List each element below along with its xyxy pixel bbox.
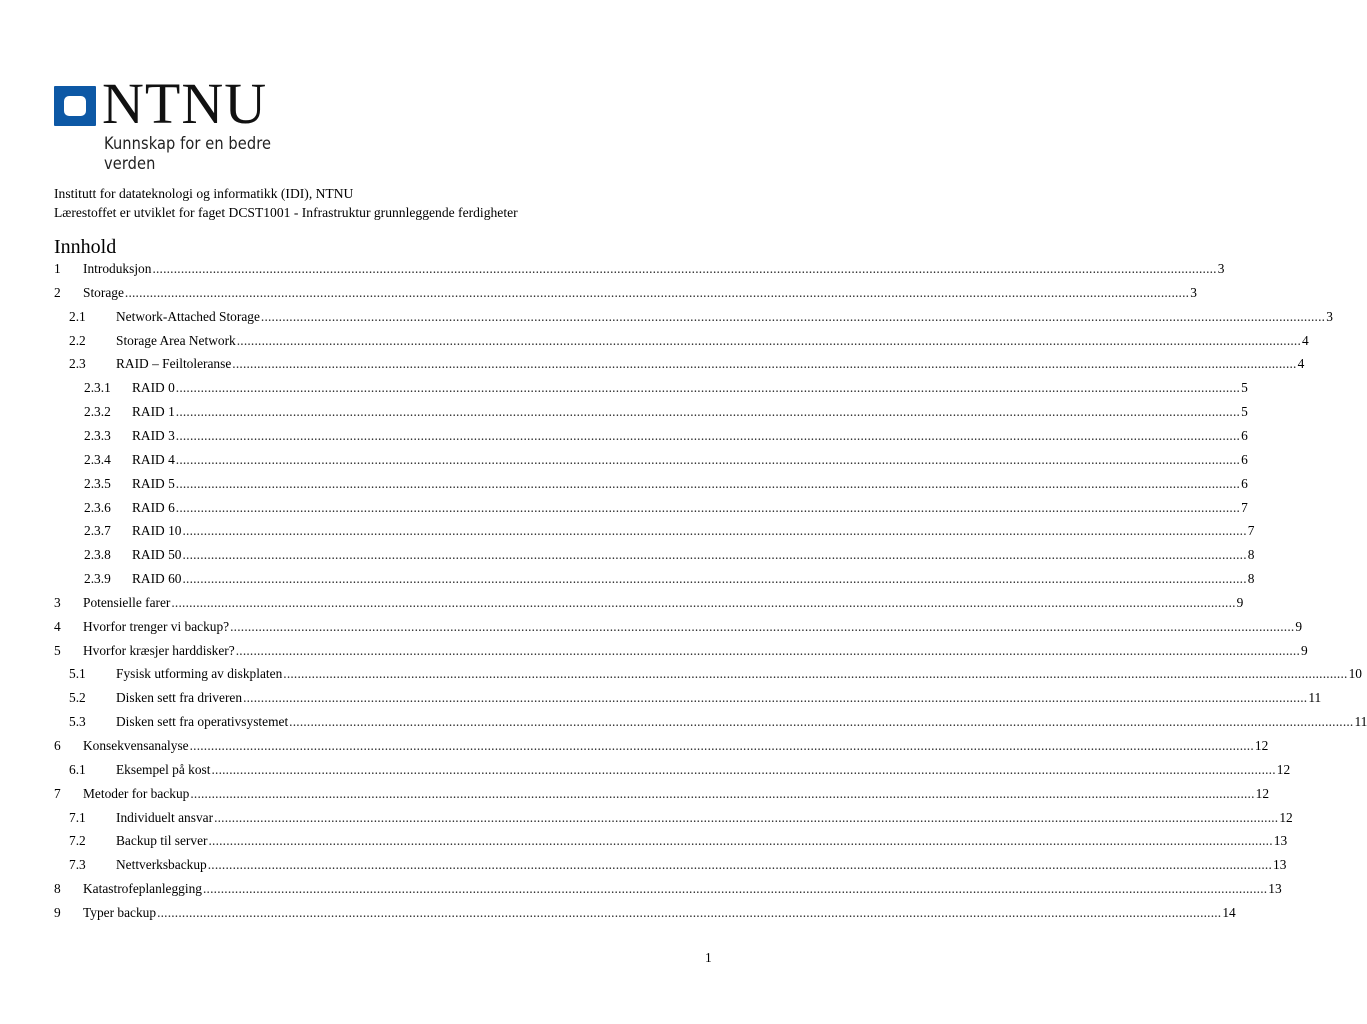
toc-entry[interactable] — [0, 451, 1248, 472]
toc-entry[interactable] — [0, 475, 1248, 496]
logo-tagline: Kunnskap for en bedre verden — [104, 134, 272, 174]
toc-entry[interactable] — [0, 308, 1333, 329]
toc-entry-title[interactable]: Hvorfor kræsjer harddisker? — [83, 642, 235, 658]
toc-entry[interactable] — [0, 404, 1248, 424]
toc-dot-leader: ............................................................................................................................................................................................................................................................................................................ — [182, 547, 1247, 563]
toc-entry-page: 9 — [1295, 618, 1303, 634]
toc-entry-title[interactable]: Metoder for backup — [83, 785, 190, 801]
toc-entry-number: 7.2 — [69, 833, 86, 849]
toc-entry-number: 2.3.8 — [84, 547, 111, 563]
toc-entry-page: 3 — [1190, 284, 1197, 300]
toc-dot-leader: ............................................................................................................................................................................................................................................................................................................ — [182, 571, 1247, 587]
toc-entry-title[interactable]: Typer backup — [83, 904, 157, 920]
toc-entry-page: 13 — [1273, 857, 1287, 873]
toc-dot-leader: ............................................................................................................................................................................................................................................................................................................ — [207, 857, 1273, 873]
toc-entry-number: 5.2 — [69, 690, 86, 706]
toc-entry-title[interactable]: RAID 1 — [132, 404, 175, 420]
toc-entry-page: 9 — [1236, 594, 1244, 610]
toc-entry-number: 2.2 — [69, 332, 86, 348]
toc-entry-title[interactable]: RAID 10 — [132, 523, 182, 539]
toc-entry-number: 2.3 — [69, 356, 86, 372]
toc-entry[interactable] — [0, 427, 1248, 448]
toc-entry[interactable] — [0, 857, 1287, 877]
toc-entry-page: 14 — [1222, 904, 1236, 920]
toc-dot-leader: ............................................................................................................................................................................................................................................................................................................ — [283, 666, 1348, 682]
toc-entry-page: 13 — [1268, 881, 1282, 897]
toc-dot-leader: ............................................................................................................................................................................................................................................................................................................ — [124, 284, 1190, 300]
toc-entry[interactable] — [0, 380, 1248, 400]
toc-entry-page: 12 — [1276, 761, 1291, 777]
toc-entry-title[interactable]: Potensielle farer — [83, 594, 171, 610]
ntnu-logo-icon — [54, 86, 96, 126]
toc-entry-title[interactable]: Disken sett fra operativsystemet — [116, 714, 289, 730]
toc-entry-title[interactable]: Eksempel på kost — [116, 761, 211, 777]
toc-entry-page: 6 — [1241, 475, 1248, 491]
toc-entry-number: 2.3.1 — [84, 380, 111, 396]
toc-dot-leader: ............................................................................................................................................................................................................................................................................................................ — [232, 356, 1297, 372]
toc-entry-number: 2.1 — [69, 308, 86, 324]
toc-dot-leader: ............................................................................................................................................................................................................................................................................................................ — [175, 475, 1241, 491]
toc-entry-page: 8 — [1247, 547, 1255, 563]
toc-entry-title[interactable]: Disken sett fra driveren — [116, 690, 243, 706]
toc-dot-leader: ............................................................................................................................................................................................................................................................................................................ — [189, 738, 1254, 753]
toc-entry-page: 11 — [1354, 714, 1367, 730]
toc-entry-page: 5 — [1241, 404, 1248, 420]
toc-entry-title[interactable]: RAID 3 — [132, 427, 175, 443]
toc-heading: Innhold — [54, 236, 117, 258]
toc-entry-title[interactable]: RAID 0 — [132, 380, 175, 396]
toc-dot-leader: ............................................................................................................................................................................................................................................................................................................ — [230, 618, 1295, 634]
toc-dot-leader: ............................................................................................................................................................................................................................................................................................................ — [152, 261, 1217, 276]
toc-entry-number: 2 — [54, 284, 61, 300]
toc-dot-leader: ............................................................................................................................................................................................................................................................................................................ — [260, 308, 1326, 324]
toc-entry-number: 2.3.5 — [84, 475, 111, 491]
toc-entry-number: 4 — [54, 618, 61, 634]
toc-entry-page: 8 — [1247, 571, 1255, 587]
toc-dot-leader: ............................................................................................................................................................................................................................................................................................................ — [208, 833, 1273, 849]
toc-entry-title[interactable]: Storage — [83, 284, 124, 300]
toc-entry-number: 2.3.3 — [84, 427, 111, 443]
toc-entry-title[interactable]: Fysisk utforming av diskplaten — [116, 666, 283, 682]
toc-entry-number: 6.1 — [69, 761, 86, 777]
toc-entry-page: 6 — [1241, 451, 1248, 467]
toc-entry-number: 9 — [54, 904, 61, 920]
toc-dot-leader: ............................................................................................................................................................................................................................................................................................................ — [235, 642, 1301, 658]
toc-entry[interactable] — [0, 904, 1236, 925]
toc-entry-title[interactable]: RAID 60 — [132, 571, 182, 587]
toc-dot-leader: ............................................................................................................................................................................................................................................................................................................ — [203, 881, 1268, 897]
toc-entry-number: 8 — [54, 881, 61, 897]
toc-entry-page: 7 — [1247, 523, 1255, 539]
toc-entry-title[interactable]: RAID – Feiltoleranse — [116, 356, 232, 372]
toc-entry-title[interactable]: Konsekvensanalyse — [83, 738, 189, 753]
toc-dot-leader: ............................................................................................................................................................................................................................................................................................................ — [175, 404, 1241, 420]
toc-entry-number: 3 — [54, 594, 61, 610]
toc-entry-page: 4 — [1302, 332, 1309, 348]
toc-entry[interactable] — [0, 261, 1225, 281]
toc-entry-title[interactable]: Individuelt ansvar — [116, 809, 214, 825]
toc-entry[interactable] — [0, 594, 1244, 615]
toc-dot-leader: ............................................................................................................................................................................................................................................................................................................ — [190, 785, 1255, 801]
toc-entry-number: 1 — [54, 261, 61, 276]
toc-entry-page: 13 — [1273, 833, 1288, 849]
toc-dot-leader: ............................................................................................................................................................................................................................................................................................................ — [175, 451, 1241, 467]
page-number: 1 — [705, 950, 712, 965]
toc-entry-title[interactable]: RAID 4 — [132, 451, 175, 467]
toc-entry[interactable] — [0, 833, 1288, 853]
toc-entry-page: 7 — [1241, 499, 1248, 515]
toc-entry[interactable] — [0, 618, 1303, 639]
toc-entry-number: 6 — [54, 738, 61, 753]
toc-entry-number: 5 — [54, 642, 61, 658]
toc-dot-leader: ............................................................................................................................................................................................................................................................................................................ — [175, 499, 1241, 515]
institute-line: Institutt for datateknologi og informatikk (IDI), NTNU — [54, 186, 354, 201]
ntnu-logo — [54, 71, 334, 174]
logo-wordmark: NTNU — [102, 71, 268, 136]
toc-entry-title[interactable]: Network-Attached Storage — [116, 308, 260, 324]
toc-entry-number: 2.3.2 — [84, 404, 111, 420]
toc-entry-title[interactable]: Storage Area Network — [116, 332, 236, 348]
toc-entry-page: 12 — [1255, 785, 1270, 801]
toc-entry-title[interactable]: Backup til server — [116, 833, 208, 849]
toc-entry-page: 6 — [1241, 427, 1248, 443]
toc-entry[interactable] — [0, 642, 1308, 663]
toc-entry-number: 5.3 — [69, 714, 86, 730]
toc-entry[interactable] — [0, 881, 1282, 901]
toc-entry-number: 2.3.4 — [84, 451, 111, 467]
toc-entry-page: 10 — [1348, 666, 1362, 682]
toc-entry[interactable] — [0, 547, 1255, 567]
toc-entry[interactable] — [0, 809, 1293, 830]
toc-dot-leader: ............................................................................................................................................................................................................................................................................................................ — [175, 380, 1241, 396]
toc-dot-leader: ............................................................................................................................................................................................................................................................................................................ — [211, 761, 1276, 777]
toc-entry-number: 7.3 — [69, 857, 86, 873]
toc-entry-number: 7.1 — [69, 809, 86, 825]
toc-dot-leader: ............................................................................................................................................................................................................................................................................................................ — [214, 809, 1279, 825]
toc-entry[interactable] — [0, 332, 1309, 353]
toc-entry-title[interactable]: RAID 5 — [132, 475, 175, 491]
toc-entry[interactable] — [0, 690, 1322, 710]
toc-entry[interactable] — [0, 356, 1305, 376]
course-line: Lærestoffet er utviklet for faget DCST1001 - Infrastruktur grunnleggende ferdigheter — [54, 205, 518, 220]
toc-entry-title[interactable]: Katastrofeplanlegging — [83, 881, 202, 897]
toc-entry[interactable] — [0, 499, 1248, 520]
toc-entry[interactable] — [0, 666, 1362, 686]
toc-entry-title[interactable]: Hvorfor trenger vi backup? — [83, 618, 230, 634]
toc-dot-leader: ............................................................................................................................................................................................................................................................................................................ — [182, 523, 1247, 539]
toc-entry[interactable] — [0, 761, 1291, 782]
toc-entry-title[interactable]: Introduksjon — [83, 261, 152, 276]
toc-entry-number: 2.3.6 — [84, 499, 111, 515]
toc-entry[interactable] — [0, 284, 1197, 305]
toc-entry-page: 3 — [1217, 261, 1225, 276]
toc-entry-title[interactable]: RAID 50 — [132, 547, 182, 563]
toc-entry-page: 12 — [1254, 738, 1269, 753]
toc-entry-page: 12 — [1279, 809, 1293, 825]
toc-entry-page: 3 — [1326, 308, 1333, 324]
toc-entry-number: 2.3.7 — [84, 523, 111, 539]
toc-dot-leader: ............................................................................................................................................................................................................................................................................................................ — [236, 332, 1302, 348]
toc-entry-page: 5 — [1241, 380, 1248, 396]
toc-entry-number: 2.3.9 — [84, 571, 111, 587]
toc-entry[interactable] — [0, 738, 1269, 758]
toc-entry-page: 9 — [1301, 642, 1308, 658]
toc-entry[interactable] — [0, 714, 1367, 734]
toc-entry-number: 7 — [54, 785, 61, 801]
toc-dot-leader: ............................................................................................................................................................................................................................................................................................................ — [171, 594, 1236, 610]
toc-entry-number: 5.1 — [69, 666, 86, 682]
toc-entry[interactable] — [0, 571, 1255, 591]
toc-dot-leader: ............................................................................................................................................................................................................................................................................................................ — [289, 714, 1354, 730]
toc-entry-title[interactable]: Nettverksbackup — [116, 857, 207, 873]
toc-entry-page: 4 — [1297, 356, 1305, 372]
toc-entry[interactable] — [0, 785, 1270, 806]
toc-entry-title[interactable]: RAID 6 — [132, 499, 175, 515]
toc-entry[interactable] — [0, 523, 1255, 543]
toc-dot-leader: ............................................................................................................................................................................................................................................................................................................ — [175, 427, 1241, 443]
toc-dot-leader: ............................................................................................................................................................................................................................................................................................................ — [157, 904, 1222, 920]
toc-entry-page: 11 — [1308, 690, 1322, 706]
toc-dot-leader: ............................................................................................................................................................................................................................................................................................................ — [243, 690, 1308, 706]
